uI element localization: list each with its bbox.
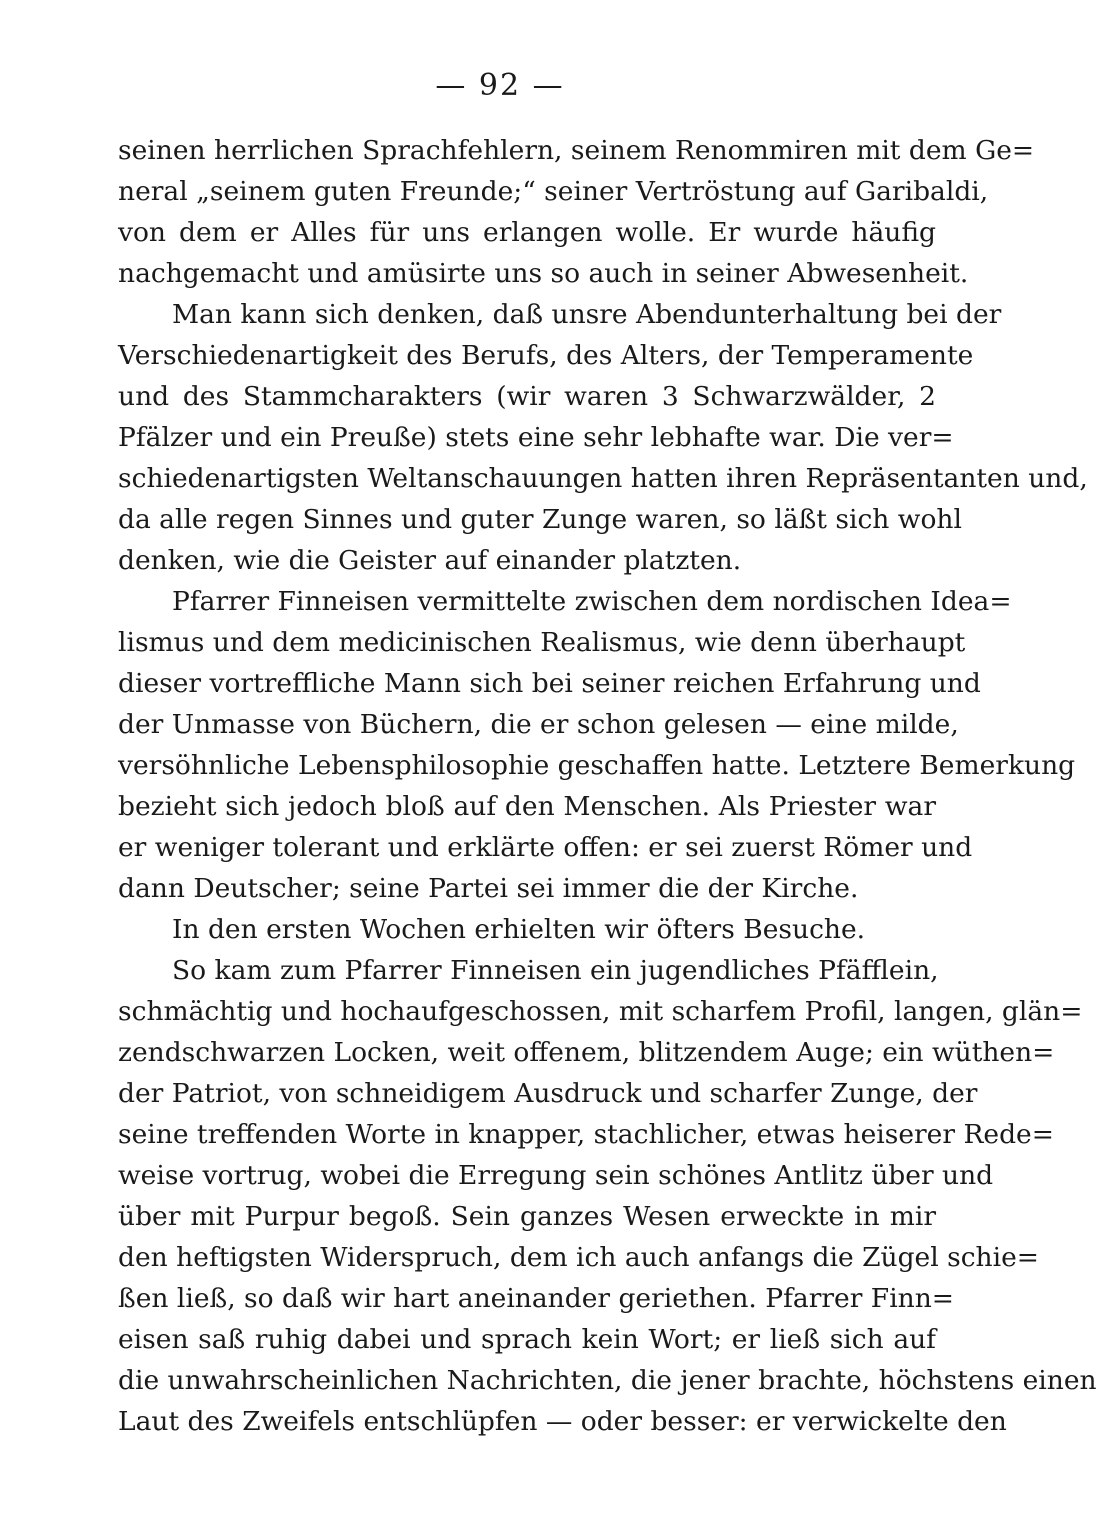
text-line: dann Deutscher; seine Partei sei immer die der Kirche.: [118, 873, 859, 904]
text-line: bezieht sich jedoch bloß auf den Menschen. Als Priester war: [118, 791, 936, 822]
body-text: [118, 130, 1097, 1442]
text-line: neral „seinem guten Freunde;“ seiner Vertröstung auf Garibaldi,: [118, 176, 989, 207]
text-line: den heftigsten Widerspruch, dem ich auch anfangs die Zügel schie=: [118, 1242, 1039, 1273]
text-line: Pfälzer und ein Preuße) stets eine sehr lebhafte war. Die ver=: [118, 422, 954, 453]
text-line: von dem er Alles für uns erlangen wolle. Er wurde häufig: [118, 217, 936, 248]
text-line: Pfarrer Finneisen vermittelte zwischen dem nordischen Idea=: [172, 586, 1012, 617]
text-line: da alle regen Sinnes und guter Zunge waren, so läßt sich wohl: [118, 504, 962, 535]
text-line: über mit Purpur begoß. Sein ganzes Wesen erweckte in mir: [118, 1201, 936, 1232]
text-line: ßen ließ, so daß wir hart aneinander geriethen. Pfarrer Finn=: [118, 1283, 955, 1314]
text-line: eisen saß ruhig dabei und sprach kein Wort; er ließ sich auf: [118, 1324, 936, 1355]
text-line: lismus und dem medicinischen Realismus, wie denn überhaupt: [118, 627, 966, 658]
text-line: schmächtig und hochaufgeschossen, mit scharfem Profil, langen, glän=: [118, 996, 1083, 1027]
text-line: und des Stammcharakters (wir waren 3 Schwarzwälder, 2: [118, 381, 936, 412]
text-line: Verschiedenartigkeit des Berufs, des Alters, der Temperamente: [118, 340, 974, 371]
text-line: er weniger tolerant und erklärte offen: er sei zuerst Römer und: [118, 832, 973, 863]
text-line: Man kann sich denken, daß unsre Abendunterhaltung bei der: [172, 299, 1002, 330]
text-line: dieser vortreffliche Mann sich bei seiner reichen Erfahrung und: [118, 668, 981, 699]
page-number: — 92 —: [435, 68, 565, 103]
text-line: denken, wie die Geister auf einander platzten.: [118, 545, 742, 576]
text-line: versöhnliche Lebensphilosophie geschaffen hatte. Letztere Bemerkung: [118, 750, 1076, 781]
text-line: seinen herrlichen Sprachfehlern, seinem Renommiren mit dem Ge=: [118, 135, 1035, 166]
text-line: weise vortrug, wobei die Erregung sein schönes Antlitz über und: [118, 1160, 994, 1191]
text-line: In den ersten Wochen erhielten wir öfters Besuche.: [172, 914, 866, 945]
text-line: zendschwarzen Locken, weit offenem, blitzendem Auge; ein wüthen=: [118, 1037, 1055, 1068]
text-line: schiedenartigsten Weltanschauungen hatten ihren Repräsentanten und,: [118, 463, 1088, 494]
text-line: der Patriot, von schneidigem Ausdruck und scharfer Zunge, der: [118, 1078, 978, 1109]
text-line: der Unmasse von Büchern, die er schon gelesen — eine milde,: [118, 709, 959, 740]
text-line: die unwahrscheinlichen Nachrichten, die jener brachte, höchstens einen: [118, 1365, 1097, 1396]
text-line: So kam zum Pfarrer Finneisen ein jugendliches Pfäfflein,: [172, 955, 939, 986]
text-line: Laut des Zweifels entschlüpfen — oder besser: er verwickelte den: [118, 1406, 1007, 1437]
text-line: seine treffenden Worte in knapper, stachlicher, etwas heiserer Rede=: [118, 1119, 1054, 1150]
text-line: nachgemacht und amüsirte uns so auch in seiner Abwesenheit.: [118, 258, 969, 289]
